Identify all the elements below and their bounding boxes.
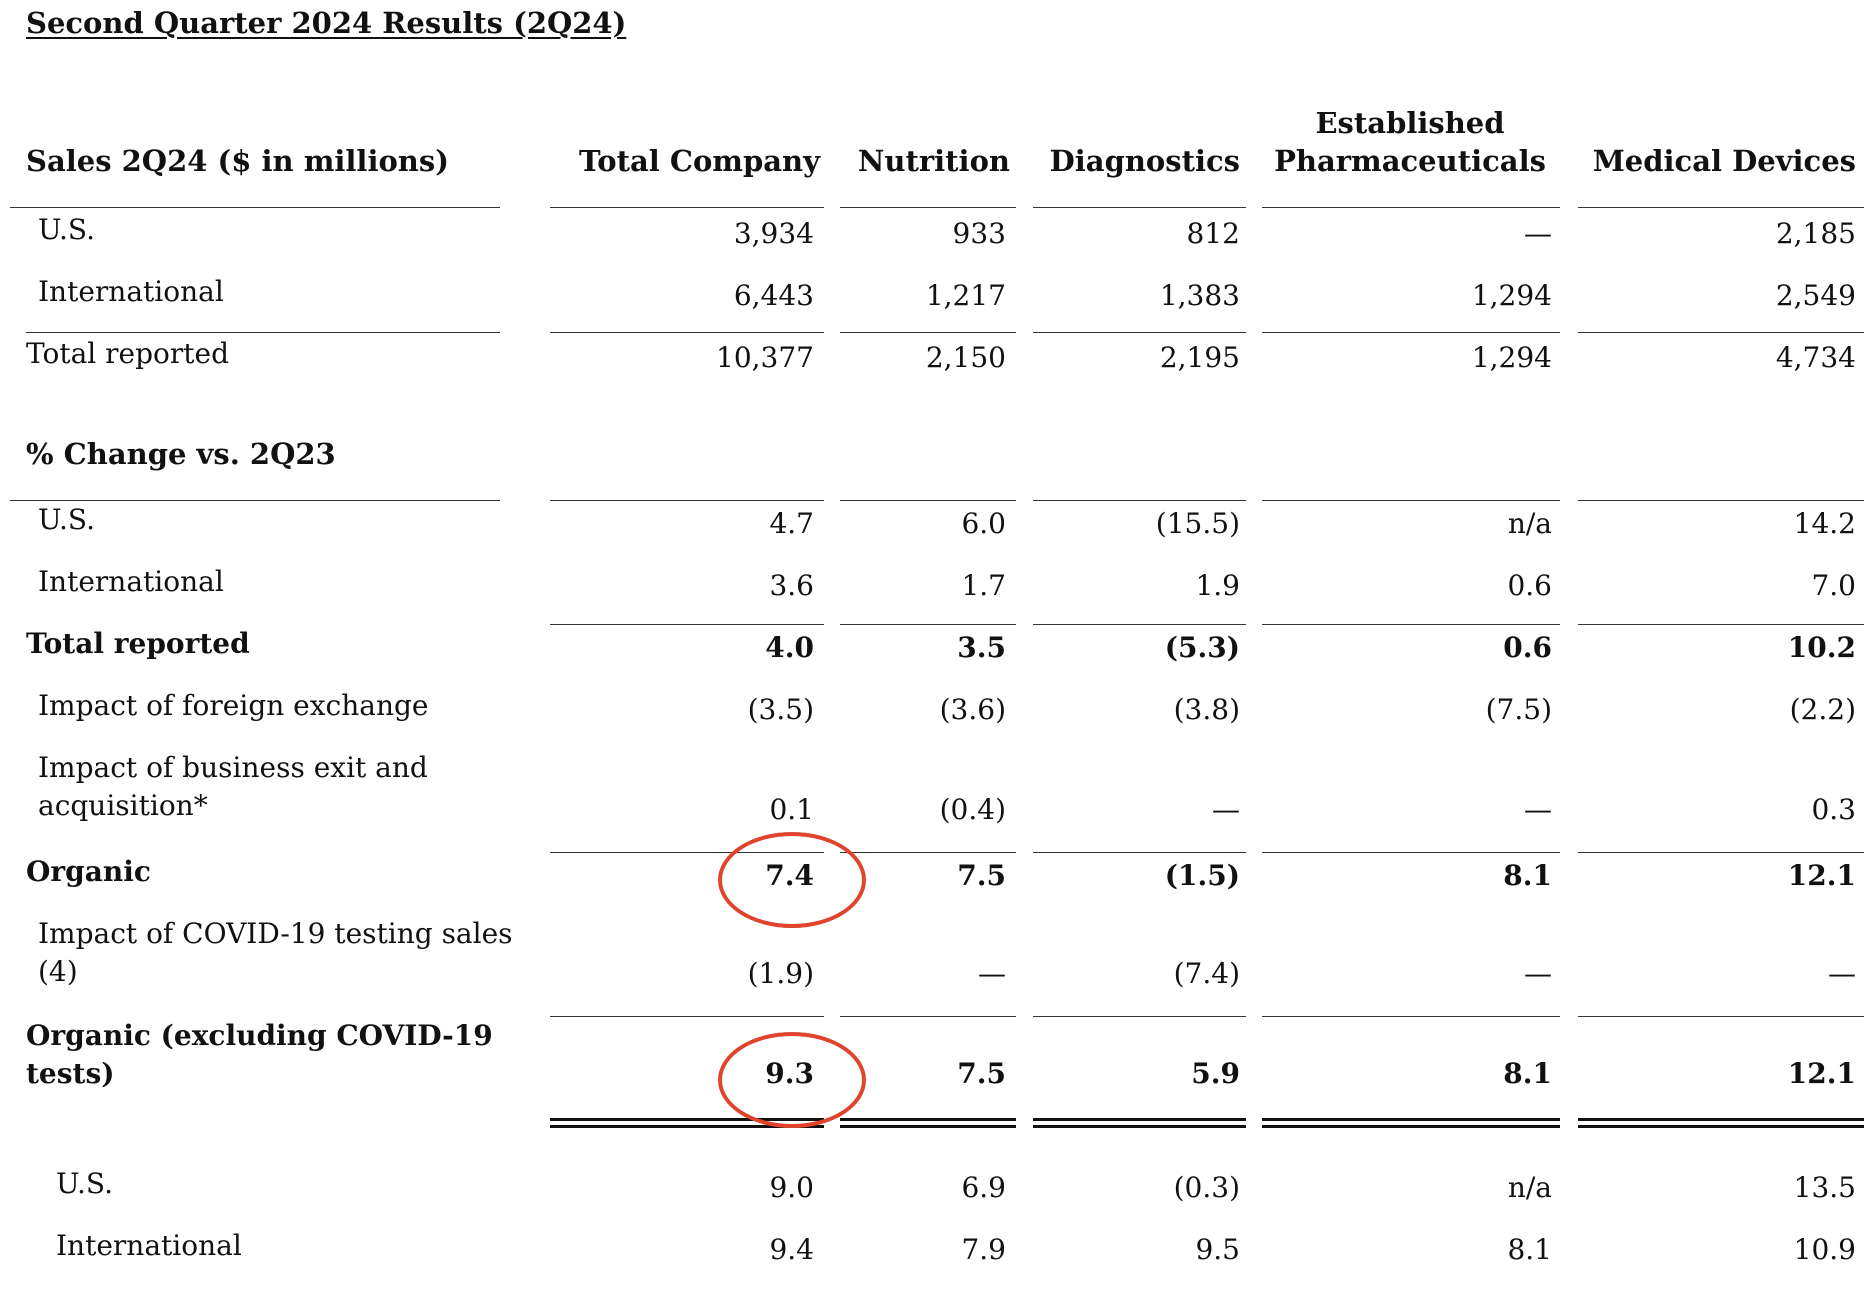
pct-row-2-value-2: (5.3) [1164,631,1240,664]
pct-row-0-value-4: 14.2 [1793,507,1856,540]
pct-row-7-value-0: 9.3 [765,1057,814,1090]
header-nutrition: Nutrition [857,144,1010,178]
header-diagnostics: Diagnostics [1049,144,1240,178]
pct-row-2-value-4: 10.2 [1787,631,1856,664]
pct-row-1-value-0: 3.6 [769,569,814,602]
pct-row-6-value-3: — [1524,957,1552,990]
pct-row-5-value-1: 7.5 [957,859,1006,892]
pct-section-title: % Change vs. 2Q23 [26,437,336,471]
pct-row-4-value-2: — [1212,793,1240,826]
rule-header-label [10,207,500,208]
pct-row-6-value-1: — [978,957,1006,990]
rule-pct-label [10,500,500,501]
sales-row-2-value-0: 10,377 [716,341,814,374]
sales-row-0-value-1: 933 [952,217,1006,250]
rule-pct-col-0 [550,500,824,501]
rule-sales-total-col-1 [840,332,1016,333]
header-total-company: Total Company [578,144,820,178]
pct-row-7-rule-col-2 [1033,1016,1246,1017]
pct-row-7-value-3: 8.1 [1503,1057,1552,1090]
rule-header-col-3 [1262,207,1560,208]
pct-row-0-value-0: 4.7 [769,507,814,540]
rule-header-col-1 [840,207,1016,208]
double-rule-col-2 [1033,1118,1246,1128]
sales-row-1-value-4: 2,549 [1775,279,1856,312]
rule-pct-col-2 [1033,500,1246,501]
pct-row-6-label-line1: Impact of COVID-19 testing sales [38,917,513,950]
header-medical-devices: Medical Devices [1592,144,1856,178]
sales-row-0-value-4: 2,185 [1775,217,1856,250]
pct-row-8-value-3: n/a [1507,1171,1552,1204]
pct-row-2-value-1: 3.5 [957,631,1006,664]
pct-row-2-label: Total reported [26,627,250,660]
pct-row-8-value-1: 6.9 [961,1171,1006,1204]
pct-row-1-value-3: 0.6 [1507,569,1552,602]
pct-row-5-value-3: 8.1 [1503,859,1552,892]
sales-row-2-value-3: 1,294 [1471,341,1552,374]
rule-header-col-0 [550,207,824,208]
pct-row-2-rule-col-0 [550,624,824,625]
pct-row-2-rule-col-2 [1033,624,1246,625]
rule-sales-total-col-3 [1262,332,1560,333]
pct-row-9-label: International [56,1229,242,1262]
page-title: Second Quarter 2024 Results (2Q24) [26,6,627,40]
pct-row-6-label-line2: (4) [38,955,78,988]
sales-row-1-value-3: 1,294 [1471,279,1552,312]
pct-row-5-value-4: 12.1 [1787,859,1856,892]
pct-row-5-rule-col-3 [1262,852,1560,853]
double-rule-col-1 [840,1118,1016,1128]
pct-row-1-value-1: 1.7 [961,569,1006,602]
pct-row-4-value-0: 0.1 [769,793,814,826]
pct-row-5-value-0: 7.4 [765,859,814,892]
rule-header-col-4 [1578,207,1864,208]
pct-row-0-label: U.S. [38,503,96,536]
pct-row-5-label: Organic [26,855,151,888]
pct-row-1-value-4: 7.0 [1811,569,1856,602]
pct-row-7-value-4: 12.1 [1787,1057,1856,1090]
pct-row-7-rule-col-1 [840,1016,1016,1017]
sales-row-1-label: International [38,275,224,308]
pct-row-5-value-2: (1.5) [1164,859,1240,892]
pct-row-3-value-3: (7.5) [1485,693,1552,726]
header-established-line1: Established [1315,106,1505,140]
pct-row-8-value-4: 13.5 [1793,1171,1856,1204]
pct-row-5-rule-col-2 [1033,852,1246,853]
pct-row-3-value-2: (3.8) [1173,693,1240,726]
pct-row-0-value-2: (15.5) [1155,507,1240,540]
sales-row-2-value-2: 2,195 [1159,341,1240,374]
pct-row-7-label-line1: Organic (excluding COVID-19 [26,1019,493,1052]
pct-row-1-value-2: 1.9 [1195,569,1240,602]
sales-row-2-label: Total reported [26,337,230,370]
pct-row-6-value-4: — [1828,957,1856,990]
pct-row-5-rule-col-1 [840,852,1016,853]
sales-row-0-label: U.S. [38,213,96,246]
pct-row-9-value-1: 7.9 [961,1233,1006,1266]
rule-sales-total-col-0 [550,332,824,333]
pct-row-5-rule-col-0 [550,852,824,853]
rule-sales-total-col-2 [1033,332,1246,333]
pct-row-6-value-0: (1.9) [747,957,814,990]
pct-row-3-value-1: (3.6) [939,693,1006,726]
sales-row-1-value-0: 6,443 [733,279,814,312]
pct-row-9-value-4: 10.9 [1793,1233,1856,1266]
pct-row-0-value-1: 6.0 [961,507,1006,540]
rule-pct-col-4 [1578,500,1864,501]
rule-pct-col-3 [1262,500,1560,501]
sales-row-0-value-3: — [1524,217,1552,250]
double-rule-col-4 [1578,1118,1864,1128]
pct-row-2-value-3: 0.6 [1503,631,1552,664]
pct-row-7-label-line2: tests) [26,1057,115,1090]
pct-row-7-value-1: 7.5 [957,1057,1006,1090]
pct-row-4-label-line1: Impact of business exit and [38,751,428,784]
pct-row-8-value-0: 9.0 [769,1171,814,1204]
sales-row-1-value-1: 1,217 [925,279,1006,312]
pct-row-8-label: U.S. [56,1167,114,1200]
pct-row-1-label: International [38,565,224,598]
pct-row-0-value-3: n/a [1507,507,1552,540]
sales-row-2-value-4: 4,734 [1775,341,1856,374]
pct-row-6-value-2: (7.4) [1173,957,1240,990]
sales-row-1-value-2: 1,383 [1159,279,1240,312]
sales-row-0-value-2: 812 [1186,217,1240,250]
header-row-label: Sales 2Q24 ($ in millions) [26,144,449,178]
pct-row-9-value-0: 9.4 [769,1233,814,1266]
rule-sales-total-label [26,332,500,333]
pct-row-2-rule-col-4 [1578,624,1864,625]
header-established-line2: Pharmaceuticals [1274,144,1546,178]
pct-row-5-rule-col-4 [1578,852,1864,853]
pct-row-4-value-3: — [1524,793,1552,826]
rule-sales-total-col-4 [1578,332,1864,333]
pct-row-3-value-4: (2.2) [1789,693,1856,726]
pct-row-2-value-0: 4.0 [765,631,814,664]
pct-row-2-rule-col-1 [840,624,1016,625]
pct-row-7-rule-col-4 [1578,1016,1864,1017]
double-rule-col-0 [550,1118,824,1128]
pct-row-4-label-line2: acquisition* [38,789,208,822]
pct-row-9-value-3: 8.1 [1507,1233,1552,1266]
pct-row-4-value-4: 0.3 [1811,793,1856,826]
sales-row-0-value-0: 3,934 [733,217,814,250]
pct-row-9-value-2: 9.5 [1195,1233,1240,1266]
sales-row-2-value-1: 2,150 [925,341,1006,374]
rule-pct-col-1 [840,500,1016,501]
pct-row-3-value-0: (3.5) [747,693,814,726]
pct-row-8-value-2: (0.3) [1173,1171,1240,1204]
pct-row-4-value-1: (0.4) [939,793,1006,826]
rule-header-col-2 [1033,207,1246,208]
pct-row-7-value-2: 5.9 [1191,1057,1240,1090]
pct-row-2-rule-col-3 [1262,624,1560,625]
pct-row-3-label: Impact of foreign exchange [38,689,429,722]
pct-row-7-rule-col-3 [1262,1016,1560,1017]
double-rule-col-3 [1262,1118,1560,1128]
pct-row-7-rule-col-0 [550,1016,824,1017]
